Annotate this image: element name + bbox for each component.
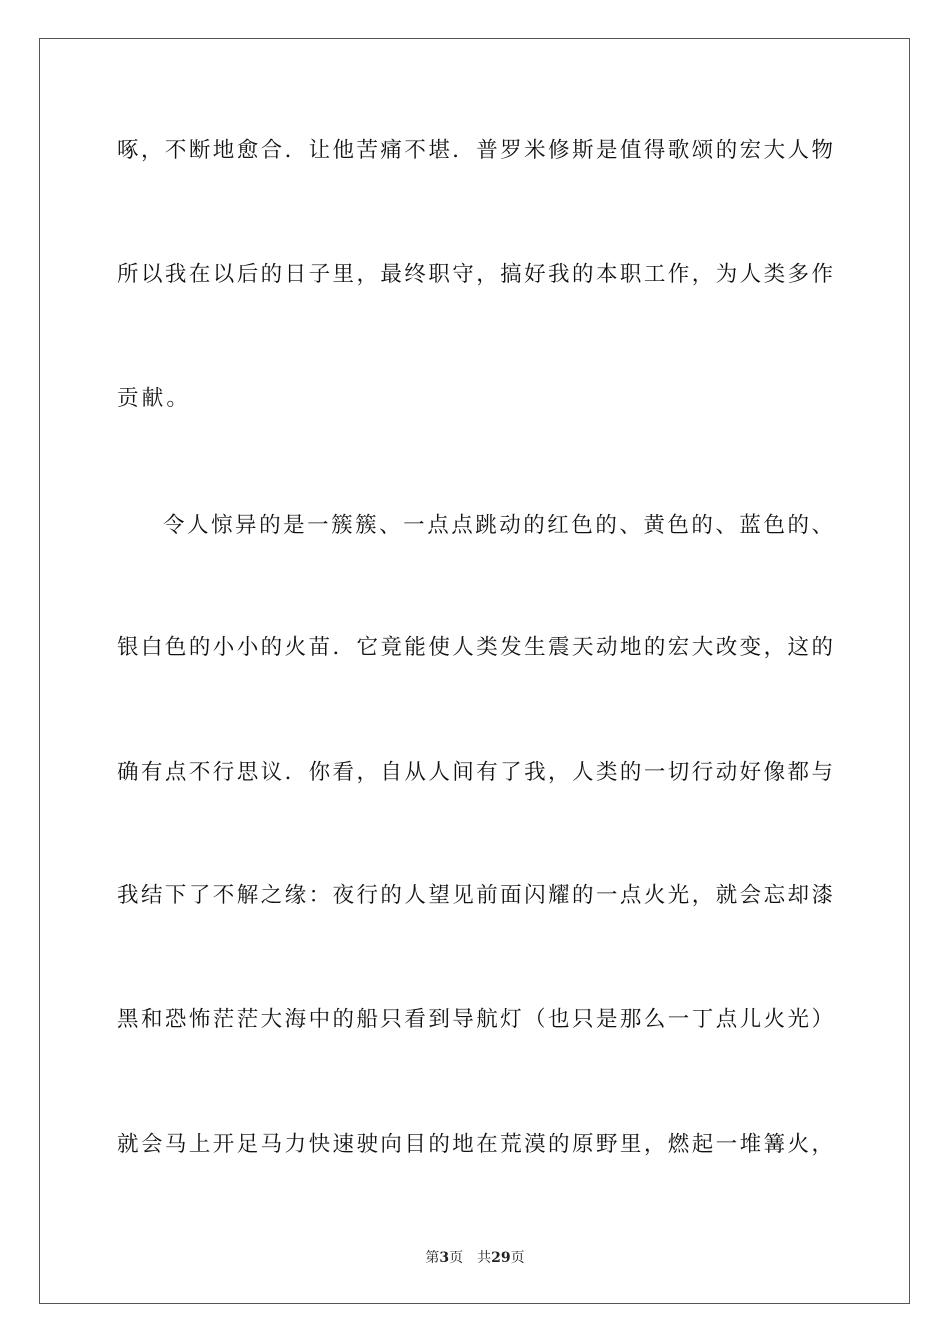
text-line-8: 黑和恐怖茫茫大海中的船只看到导航灯（也只是那么一丁点儿火光）: [117, 1007, 833, 1032]
page-border: [39, 38, 910, 1304]
page-footer: [0, 1247, 950, 1267]
text-line-7: 我结下了不解之缘：夜行的人望见前面闪耀的一点火光，就会忘却漆: [117, 883, 833, 908]
text-line-3: 贡献。: [117, 386, 192, 411]
text-line-6: 确有点不行思议．你看，自从人间有了我，人类的一切行动好像都与: [117, 760, 833, 785]
total-pages: 29: [491, 1250, 511, 1266]
text-line-9: 就会马上开足马力快速驶向目的地在荒漠的原野里，燃起一堆篝火，: [117, 1132, 833, 1157]
page-number: 3: [439, 1250, 450, 1266]
page-suffix: 页: [449, 1250, 464, 1266]
total-suffix: 页: [510, 1250, 525, 1266]
text-line-1: 啄，不断地愈合．让他苦痛不堪．普罗米修斯是值得歌颂的宏大人物: [117, 138, 833, 163]
page-prefix: 第: [425, 1250, 440, 1266]
total-prefix: 共: [477, 1250, 492, 1266]
text-line-4-paragraph-start: 令人惊异的是一簇簇、一点点跳动的红色的、黄色的、蓝色的、: [163, 513, 833, 538]
text-line-5: 银白色的小小的火苗．它竟能使人类发生震天动地的宏大改变，这的: [117, 635, 833, 660]
text-line-2: 所以我在以后的日子里，最终职守，搞好我的本职工作，为人类多作: [117, 262, 833, 287]
